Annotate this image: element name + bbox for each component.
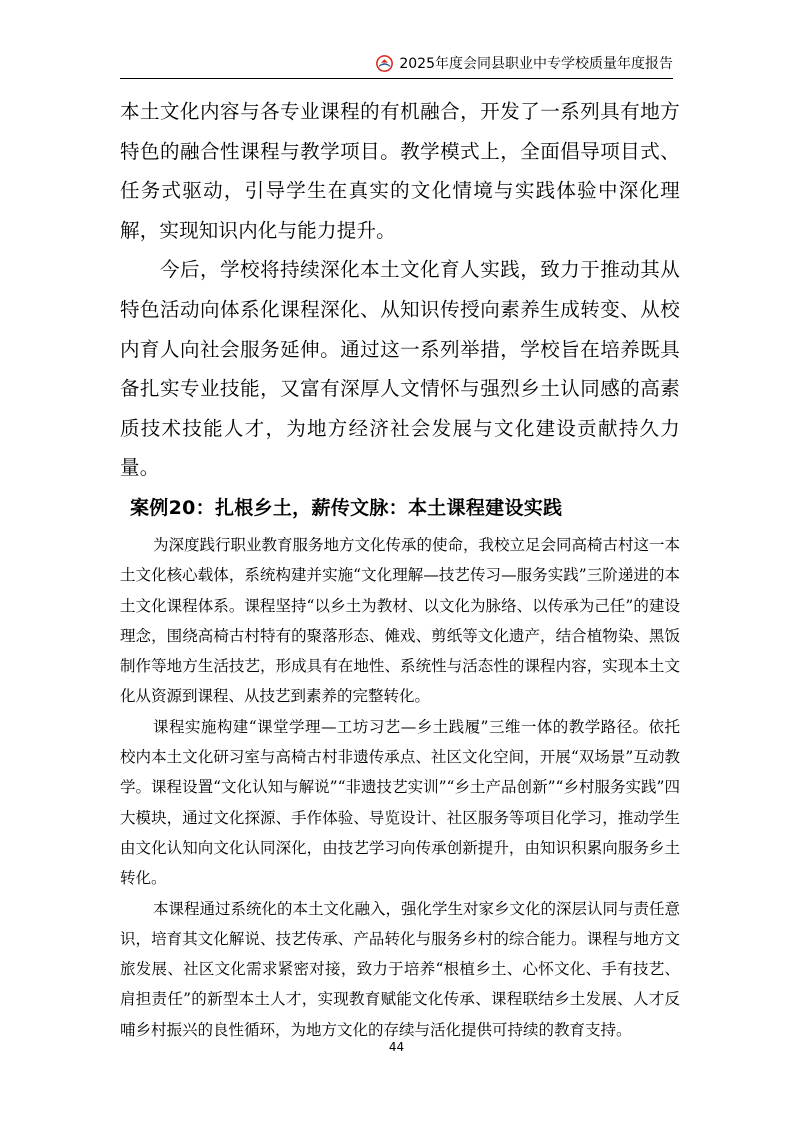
case-body bbox=[120, 530, 680, 1045]
case-title: 案例20：扎根乡土，薪传文脉：本土课程建设实践 bbox=[130, 496, 563, 519]
body-paragraph: 今后，学校将持续深化本土文化育人实践，致力于推动其从特色活动向体系化课程深化、从知识传授向素养生成转变、从校内育人向社会服务延伸。通过这一系列举措，学校旨在培养既具备扎实专业技能，又富有深厚人文情怀与强烈乡土认同感的高素质技术技能人才，为地方经济社会发展与文化建设贡献持久力量。 bbox=[120, 258, 680, 480]
header-title-group bbox=[376, 53, 673, 73]
case-paragraph: 为深度践行职业教育服务地方文化传承的使命，我校立足会同高椅古村这一本土文化核心载体，系统构建并实施“文化理解—技艺传习—服务实践”三阶递进的本土文化课程体系。课程坚持“以乡土为教材、以文化为脉络、以传承为己任”的建设理念，围绕高椅古村特有的聚落形态、傩戏、剪纸等文化遗产，结合植物染、黑饭制作等地方生活技艺，形成具有在地性、系统性与活态性的课程内容，实现本土文化从资源到课程、从技艺到素养的完整转化。 bbox=[120, 535, 681, 706]
school-emblem-icon bbox=[376, 55, 393, 72]
header-title: 2025年度会同县职业中专学校质量年度报告 bbox=[399, 56, 673, 72]
page-content bbox=[120, 92, 680, 1045]
page-header bbox=[120, 48, 673, 79]
case-paragraph: 课程实施构建“课堂学理—工坊习艺—乡土践履”三维一体的教学路径。依托校内本土文化研习室与高椅古村非遗传承点、社区文化空间，开展“双场景”互动教学。课程设置“文化认知与解说”“非遗技艺实训”“乡土产品创新”“乡村服务实践”四大模块，通过文化探源、手作体验、导览设计、社区服务等项目化学习，推动学生由文化认知向文化认同深化，由技艺学习向传承创新提升，由知识积累向服务乡土转化。 bbox=[120, 717, 680, 888]
page-number: 44 bbox=[388, 1040, 405, 1054]
case-paragraph: 本课程通过系统化的本土文化融入，强化学生对家乡文化的深层认同与责任意识，培育其文化解说、技艺传承、产品转化与服务乡村的综合能力。课程与地方文旅发展、社区文化需求紧密对接，致力于培养“根植乡土、心怀文化、手有技艺、肩担责任”的新型本土人才，实现教育赋能文化传承、课程联结乡土发展、人才反哺乡村振兴的良性循环，为地方文化的存续与活化提供可持续的教育支持。 bbox=[120, 899, 681, 1039]
body-paragraph: 本土文化内容与各专业课程的有机融合，开发了一系列具有地方特色的融合性课程与教学项目。教学模式上，全面倡导项目式、任务式驱动，引导学生在真实的文化情境与实践体验中深化理解，实现知识内化与能力提升。 bbox=[120, 100, 680, 242]
